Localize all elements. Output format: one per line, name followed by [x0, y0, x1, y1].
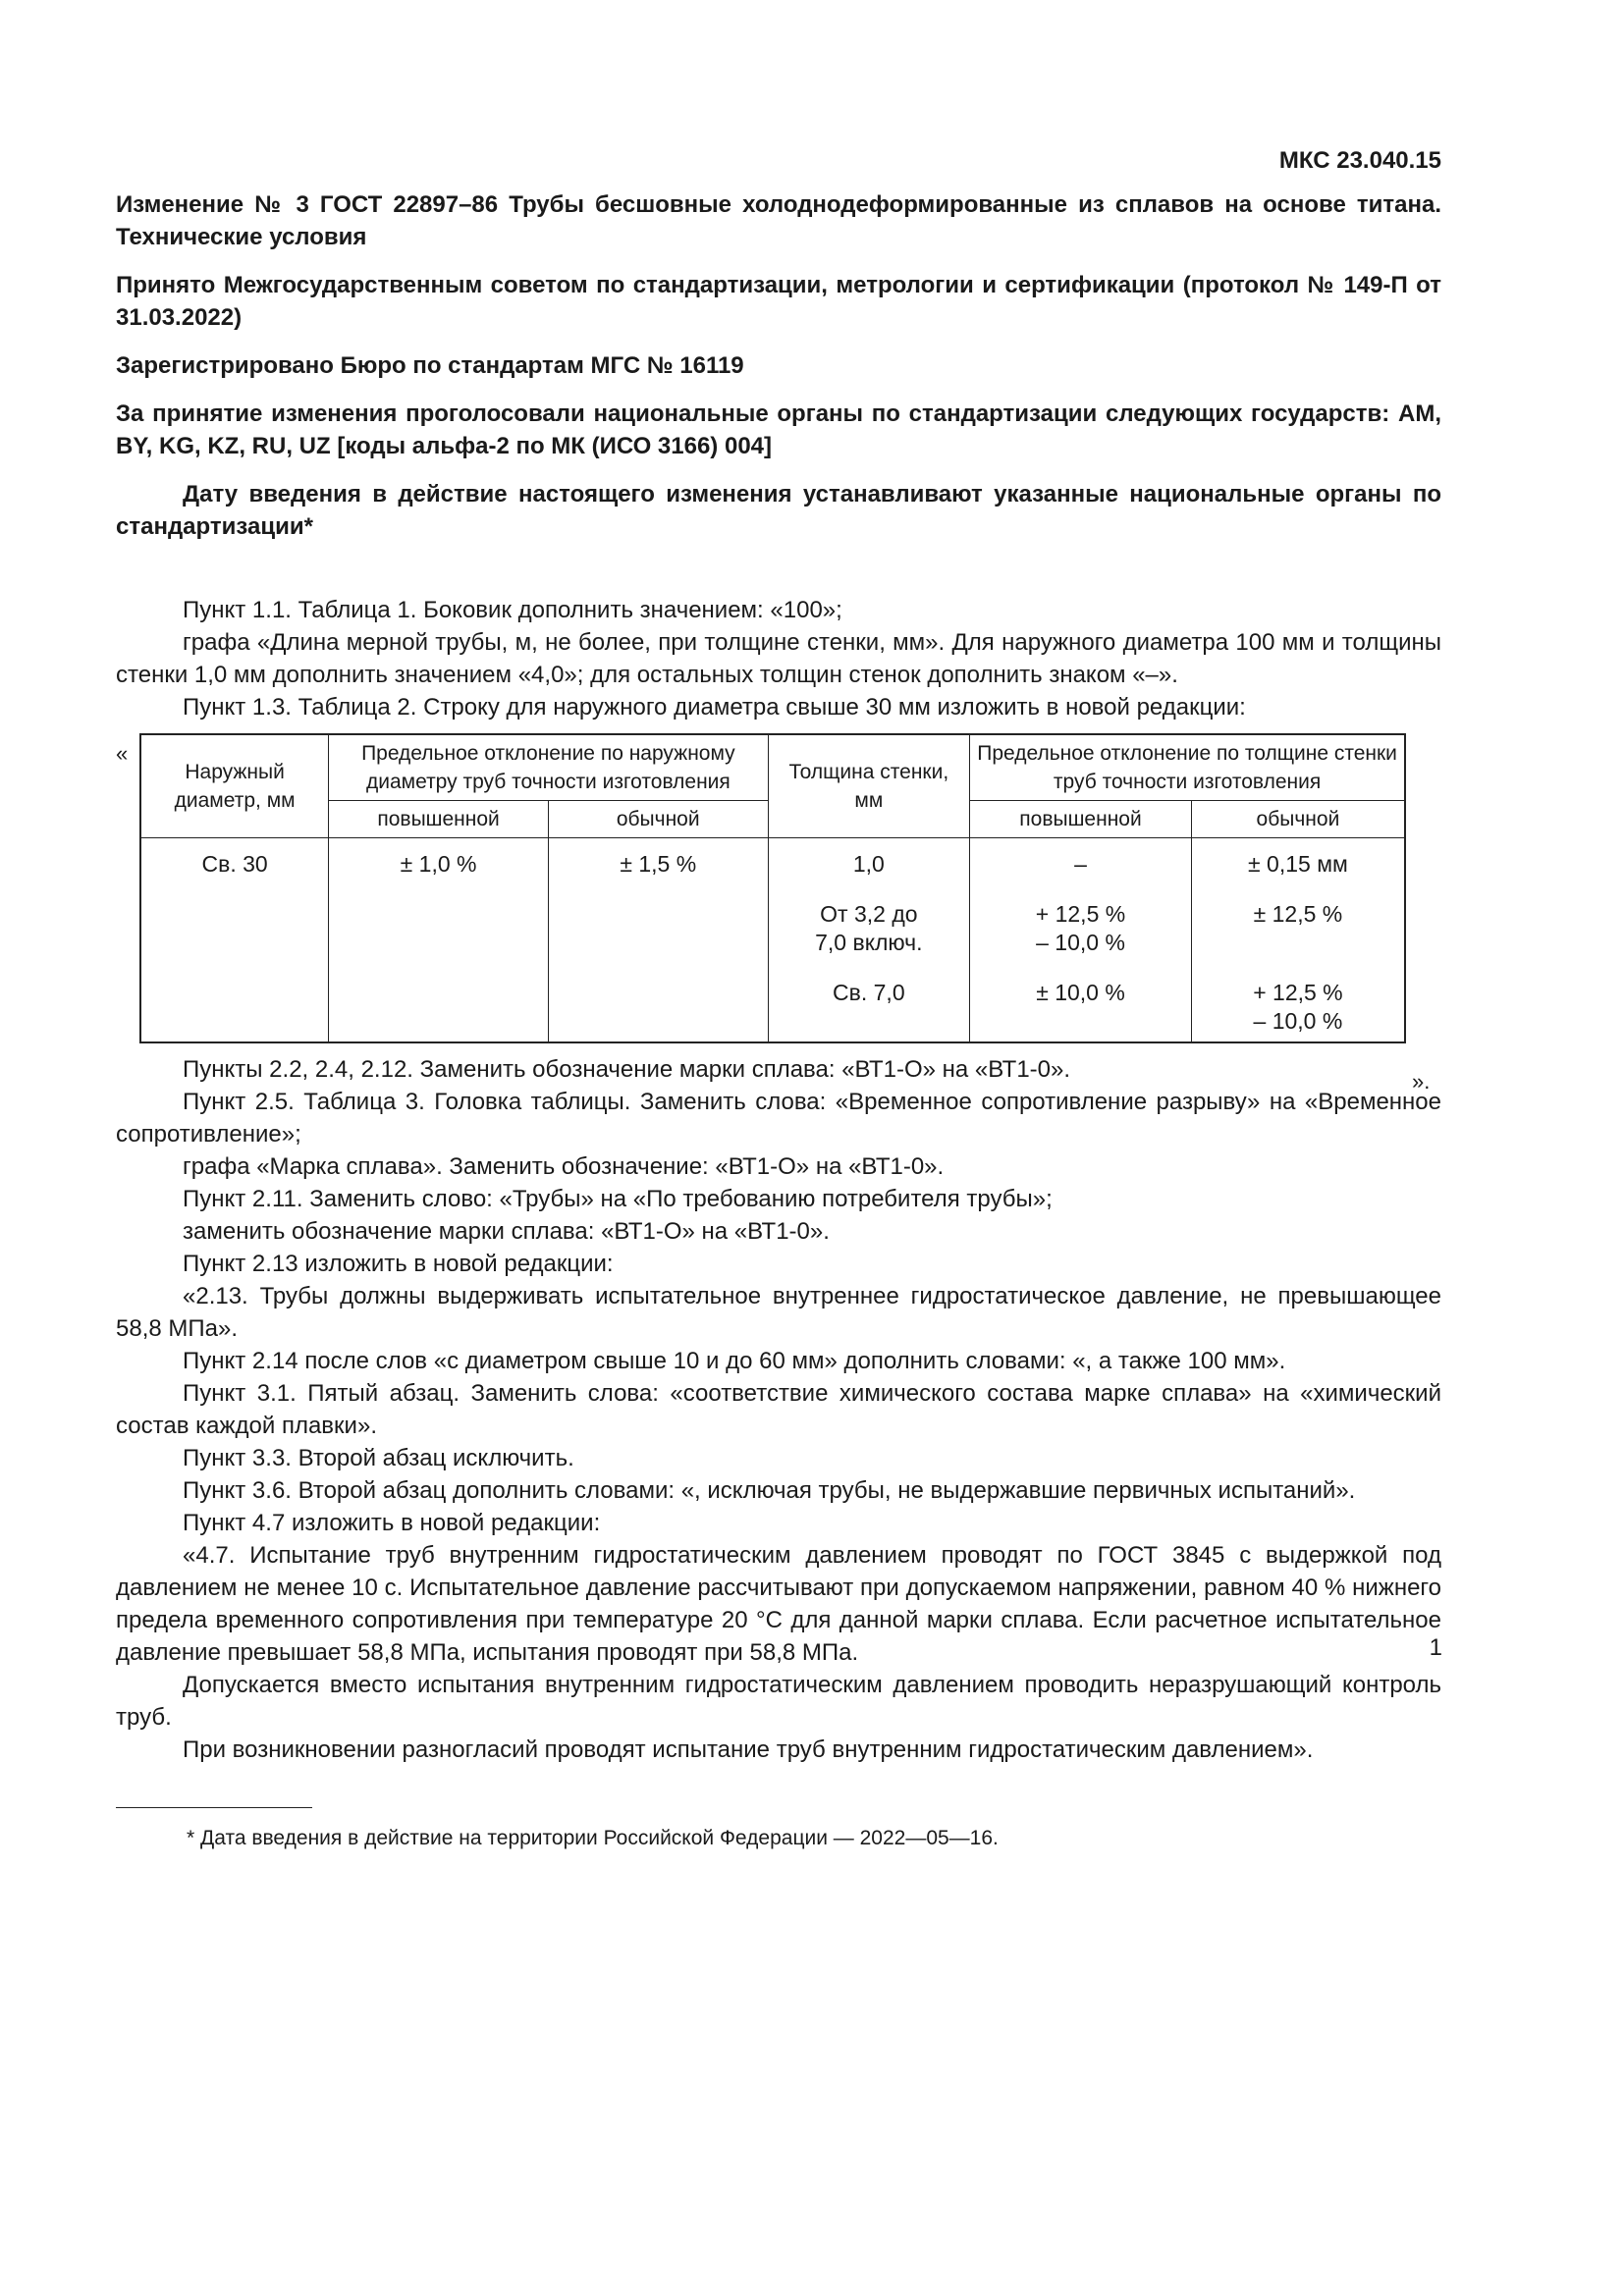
cell-outer-increased: ± 1,0 %: [329, 838, 549, 1043]
col-wall-ordinary: обычной: [1191, 801, 1405, 838]
paragraph: Пункт 3.1. Пятый абзац. Заменить слова: «соответствие химического состава марке сплава» на «химический состав каждой плавки».: [116, 1380, 1441, 1439]
col-dev-wall: Предельное отклонение по толщине стенки труб точности изготовления: [970, 734, 1405, 801]
mks-code: МКС 23.040.15: [1278, 147, 1441, 174]
footnote-divider: [116, 1807, 312, 1808]
registered-by: Зарегистрировано Бюро по стандартам МГС № 16119: [116, 352, 744, 379]
paragraph: Допускается вместо испытания внутренним гидростатическим давлением проводить неразрушающий контроль труб.: [116, 1672, 1441, 1731]
paragraph: Пункт 3.3. Второй абзац исключить.: [183, 1445, 574, 1471]
paragraph: Пункт 2.13 изложить в новой редакции:: [183, 1251, 614, 1277]
paragraph: «4.7. Испытание труб внутренним гидростатическим давлением проводят по ГОСТ 3845 с выдержкой под давлением не менее 10 с. Испытательное давление рассчитывают при допускаемом напряжении, равном 40 % нижнего предела временного сопротивления при температуре 20 °С для данной марки сплава. Если расчетное испытательное давление превышает 58,8 МПа, испытания проводят при 58,8 МПа.: [116, 1542, 1441, 1666]
paragraph: Пункт 1.3. Таблица 2. Строку для наружного диаметра свыше 30 мм изложить в новой редакции:: [183, 694, 1246, 721]
col-wall-increased: повышенной: [970, 801, 1192, 838]
cell-outer-ordinary: ± 1,5 %: [548, 838, 768, 1043]
paragraph: При возникновении разногласий проводят испытание труб внутренним гидростатическим давлением».: [183, 1736, 1314, 1763]
paragraph: заменить обозначение марки сплава: «ВТ1-О» на «ВТ1-0».: [183, 1218, 830, 1245]
cell-wall-increased: – + 12,5 % – 10,0 % ± 10,0 %: [970, 838, 1192, 1043]
cell-diameter: Св. 30: [140, 838, 329, 1043]
accepted-by: Принято Межгосударственным советом по стандартизации, метрологии и сертификации (протокол № 149-П от 31.03.2022): [116, 272, 1441, 331]
col-dev-outer: Предельное отклонение по наружному диаметру труб точности изготовления: [329, 734, 768, 801]
paragraph: Пункт 2.11. Заменить слово: «Трубы» на «По требованию потребителя трубы»;: [183, 1186, 1053, 1212]
col-outer-ordinary: обычной: [548, 801, 768, 838]
paragraph: Пункт 2.5. Таблица 3. Головка таблицы. Заменить слова: «Временное сопротивление разрыву» на «Временное сопротивление»;: [116, 1089, 1441, 1148]
close-quote: ».: [1412, 1069, 1431, 1094]
page-number: 1: [1429, 1634, 1442, 1661]
table-row: [140, 838, 1405, 1043]
paragraph: графа «Марка сплава». Заменить обозначение: «ВТ1-О» на «ВТ1-0».: [183, 1153, 945, 1180]
paragraph: «2.13. Трубы должны выдерживать испытательное внутреннее гидростатическое давление, не превышающее 58,8 МПа».: [116, 1283, 1441, 1342]
paragraph: графа «Длина мерной трубы, м, не более, при толщине стенки, мм». Для наружного диаметра 100 мм и толщины стенки 1,0 мм дополнить значением «4,0»; для остальных толщин стенок дополнить знаком «–».: [116, 629, 1441, 688]
voted-states: За принятие изменения проголосовали национальные органы по стандартизации следующих государств: AM, BY, KG, KZ, RU, UZ [коды альфа-2 по МК (ИСО 3166) 004]: [116, 400, 1441, 459]
paragraph: Пункты 2.2, 2.4, 2.12. Заменить обозначение марки сплава: «ВТ1-О» на «ВТ1-0».: [183, 1056, 1071, 1083]
document-title: Изменение № 3 ГОСТ 22897–86 Трубы бесшовные холоднодеформированные из сплавов на основе титана. Технические условия: [116, 191, 1441, 250]
open-quote: «: [116, 741, 129, 766]
paragraph: Пункт 4.7 изложить в новой редакции:: [183, 1510, 601, 1536]
col-outer-diameter: Наружный диаметр, мм: [140, 734, 329, 838]
cell-wall-ordinary: ± 0,15 мм ± 12,5 % + 12,5 % – 10,0 %: [1191, 838, 1405, 1043]
footnote: * Дата введения в действие на территории Российской Федерации — 2022—05—16.: [187, 1827, 999, 1849]
table-2: [139, 733, 1406, 1043]
paragraph: Пункт 3.6. Второй абзац дополнить словами: «, исключая трубы, не выдержавшие первичных испытаний».: [183, 1477, 1356, 1504]
col-outer-increased: повышенной: [329, 801, 549, 838]
cell-wall: 1,0 От 3,2 до 7,0 включ. Св. 7,0: [768, 838, 970, 1043]
col-wall-thickness: Толщина стенки, мм: [768, 734, 970, 838]
paragraph: Пункт 2.14 после слов «с диаметром свыше 10 и до 60 мм» дополнить словами: «, а также 100 мм».: [183, 1348, 1286, 1374]
paragraph: Пункт 1.1. Таблица 1. Боковик дополнить значением: «100»;: [183, 597, 842, 623]
effective-date-intro: Дату введения в действие настоящего изменения устанавливают указанные национальные органы по стандартизации*: [116, 481, 1441, 540]
amendment-body: [116, 594, 1441, 1854]
document-page: [116, 147, 1441, 1854]
